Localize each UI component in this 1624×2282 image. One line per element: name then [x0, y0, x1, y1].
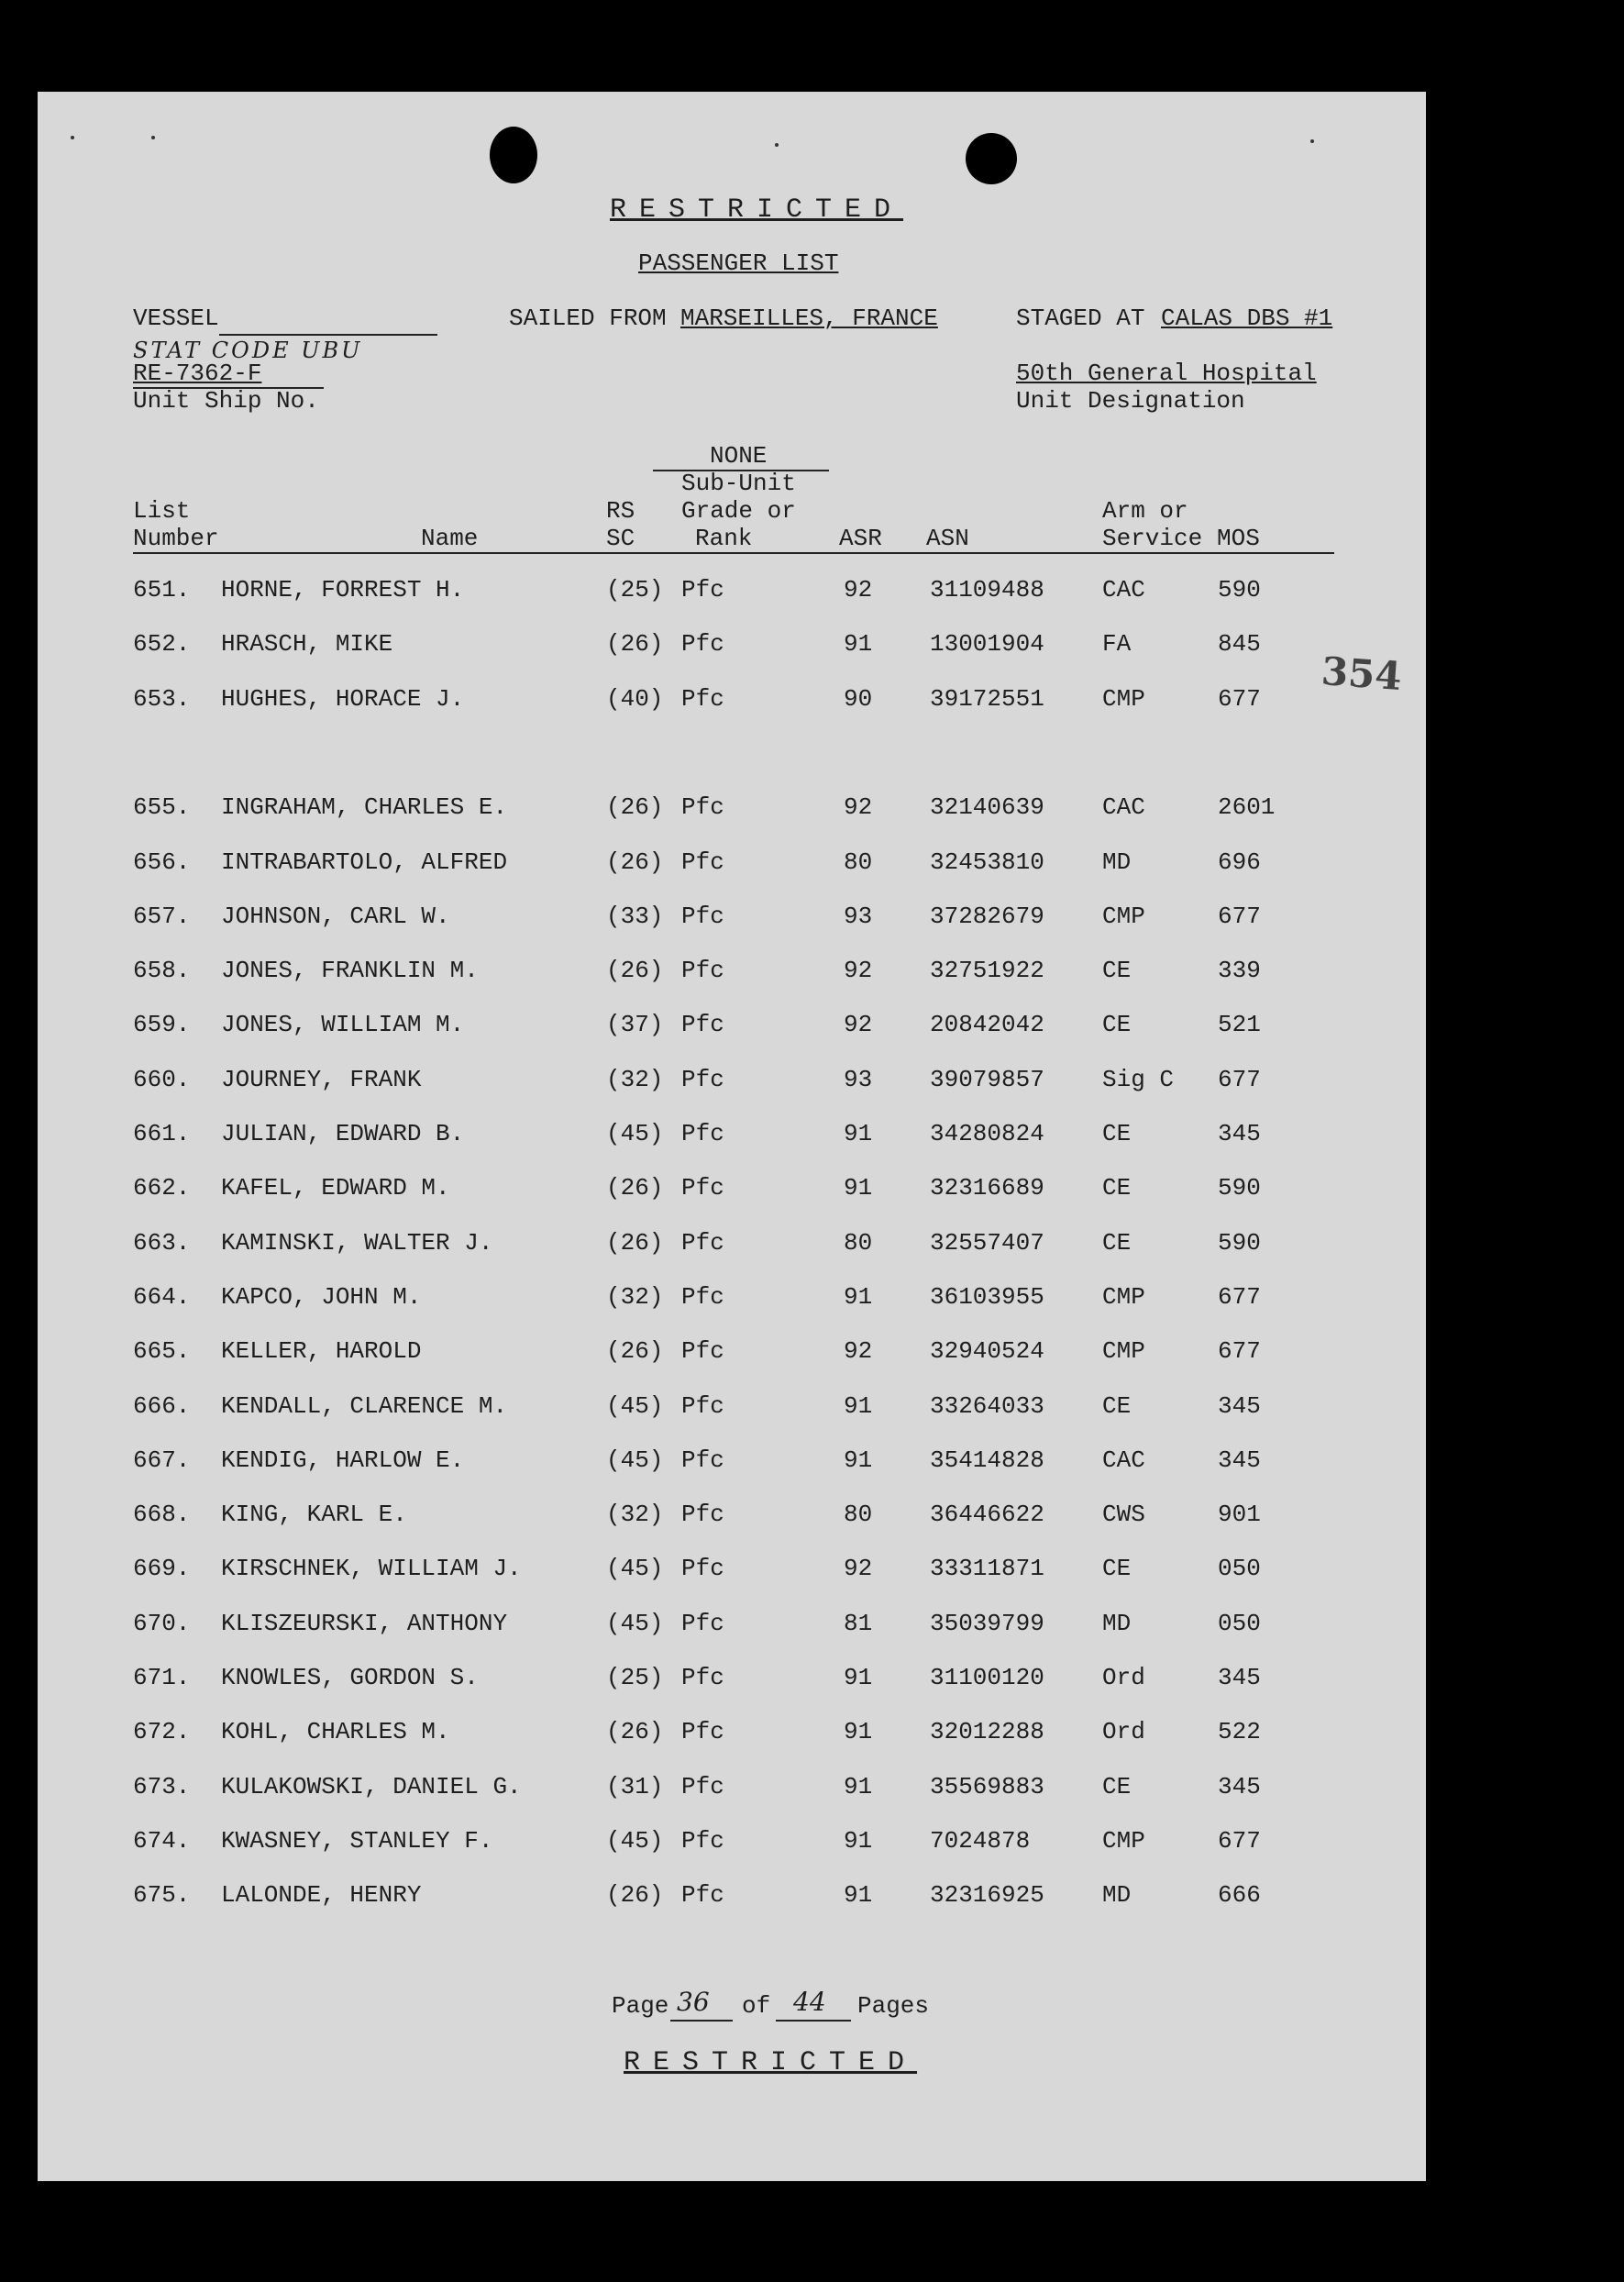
cell-rs-sc: (26)	[606, 630, 664, 659]
cell-mos: 345	[1218, 1446, 1261, 1474]
cell-asr: 91	[844, 1446, 873, 1474]
page-title: PASSENGER LIST	[638, 249, 839, 277]
cell-arm-service: CMP	[1102, 684, 1145, 713]
document-sheet	[38, 92, 1426, 2181]
cell-asr: 93	[844, 902, 873, 930]
cell-asn: 35414828	[930, 1446, 1044, 1474]
cell-list-number: 675.	[133, 1881, 191, 1910]
cell-asr: 91	[844, 1391, 873, 1420]
cell-mos: 666	[1218, 1881, 1261, 1910]
cell-asr: 80	[844, 847, 873, 876]
cell-name: KLISZEURSKI, ANTHONY	[221, 1609, 508, 1637]
col-arm-2: Service	[1102, 525, 1203, 552]
cell-mos: 345	[1218, 1391, 1261, 1420]
cell-arm-service: Ord	[1102, 1718, 1145, 1746]
cell-asn: 33264033	[930, 1391, 1044, 1420]
cell-arm-service: MD	[1102, 1881, 1132, 1910]
cell-list-number: 651.	[133, 576, 191, 604]
cell-name: KELLER, HAROLD	[221, 1337, 422, 1366]
cell-grade: Pfc	[681, 576, 724, 604]
cell-rs-sc: (45)	[606, 1446, 664, 1474]
cell-mos: 696	[1218, 847, 1261, 876]
cell-asn: 32940524	[930, 1337, 1044, 1366]
cell-arm-service: CAC	[1102, 576, 1145, 604]
cell-arm-service: CE	[1102, 1011, 1132, 1039]
cell-asn: 36446622	[930, 1501, 1044, 1529]
cell-list-number: 665.	[133, 1337, 191, 1366]
cell-list-number: 655.	[133, 793, 191, 822]
table-row	[38, 1011, 1426, 1065]
cell-asr: 91	[844, 1282, 873, 1311]
cell-rs-sc: (32)	[606, 1065, 664, 1093]
cell-rs-sc: (33)	[606, 902, 664, 930]
cell-asr: 91	[844, 1881, 873, 1910]
page-total: 44	[793, 1987, 826, 2017]
cell-grade: Pfc	[681, 1881, 724, 1910]
cell-arm-service: CE	[1102, 1174, 1132, 1202]
cell-arm-service: Sig C	[1102, 1065, 1175, 1093]
cell-grade: Pfc	[681, 1446, 724, 1474]
cell-arm-service: CMP	[1102, 1282, 1145, 1311]
punch-hole-right	[966, 133, 1017, 184]
cell-asn: 32751922	[930, 957, 1044, 985]
cell-asr: 92	[844, 1555, 873, 1583]
cell-arm-service: CE	[1102, 957, 1132, 985]
cell-name: HRASCH, MIKE	[221, 630, 393, 659]
cell-list-number: 661.	[133, 1120, 191, 1147]
table-row	[38, 1392, 1426, 1446]
cell-rs-sc: (26)	[606, 1337, 664, 1366]
table-row	[38, 576, 1426, 630]
cell-arm-service: FA	[1102, 630, 1132, 659]
cell-list-number: 673.	[133, 1772, 191, 1800]
cell-mos: 050	[1218, 1609, 1261, 1637]
cell-name: JONES, FRANKLIN M.	[221, 957, 479, 985]
vessel-label: VESSEL	[133, 305, 219, 332]
cell-asn: 39079857	[930, 1065, 1044, 1093]
cell-list-number: 674.	[133, 1826, 191, 1855]
cell-grade: Pfc	[681, 1772, 724, 1800]
cell-name: KAFEL, EDWARD M.	[221, 1174, 450, 1202]
cell-grade: Pfc	[681, 1555, 724, 1583]
cell-asr: 80	[844, 1501, 873, 1529]
col-list-number-2: Number	[133, 525, 219, 552]
cell-rs-sc: (40)	[606, 684, 664, 713]
cell-rs-sc: (25)	[606, 1664, 664, 1691]
cell-asn: 32316925	[930, 1881, 1044, 1910]
cell-asn: 39172551	[930, 684, 1044, 713]
cell-arm-service: CE	[1102, 1772, 1132, 1800]
cell-rs-sc: (32)	[606, 1282, 664, 1311]
cell-list-number: 670.	[133, 1609, 191, 1637]
table-row	[38, 848, 1426, 903]
cell-asn: 7024878	[930, 1826, 1031, 1855]
cell-arm-service: CMP	[1102, 902, 1145, 930]
cell-list-number: 662.	[133, 1174, 191, 1202]
cell-grade: Pfc	[681, 630, 724, 659]
table-row	[38, 1555, 1426, 1609]
col-asn: ASN	[926, 525, 969, 552]
cell-list-number: 657.	[133, 902, 191, 930]
cell-mos: 677	[1218, 1282, 1261, 1311]
cell-grade: Pfc	[681, 1011, 724, 1039]
table-row	[38, 1120, 1426, 1174]
cell-arm-service: CAC	[1102, 793, 1145, 822]
cell-name: KING, KARL E.	[221, 1501, 407, 1529]
cell-mos: 590	[1218, 576, 1261, 604]
cell-asn: 32316689	[930, 1174, 1044, 1202]
cell-name: INGRAHAM, CHARLES E.	[221, 793, 508, 822]
table-row	[38, 1718, 1426, 1772]
table-row	[38, 1501, 1426, 1555]
cell-grade: Pfc	[681, 1826, 724, 1855]
cell-rs-sc: (45)	[606, 1609, 664, 1637]
cell-rs-sc: (25)	[606, 576, 664, 604]
cell-asr: 92	[844, 957, 873, 985]
col-rs-1: RS	[606, 497, 635, 525]
cell-arm-service: CAC	[1102, 1446, 1145, 1474]
cell-rs-sc: (26)	[606, 1228, 664, 1257]
cell-list-number: 663.	[133, 1228, 191, 1257]
cell-name: KNOWLES, GORDON S.	[221, 1664, 479, 1691]
cell-rs-sc: (26)	[606, 1718, 664, 1746]
table-row-illegible	[38, 739, 1426, 793]
cell-asn: 20842042	[930, 1011, 1044, 1039]
cell-rs-sc: (26)	[606, 1881, 664, 1910]
cell-name: KIRSCHNEK, WILLIAM J.	[221, 1555, 522, 1583]
cell-list-number: 671.	[133, 1664, 191, 1691]
page-current: 36	[677, 1987, 710, 2017]
cell-grade: Pfc	[681, 1391, 724, 1420]
cell-name: KAMINSKI, WALTER J.	[221, 1228, 493, 1257]
cell-asn: 36103955	[930, 1282, 1044, 1311]
table-row	[38, 685, 1426, 739]
vessel-blank-line	[219, 334, 437, 336]
cell-rs-sc: (37)	[606, 1011, 664, 1039]
cell-list-number: 667.	[133, 1446, 191, 1474]
cell-asn: 32140639	[930, 793, 1044, 822]
cell-name: KENDIG, HARLOW E.	[221, 1446, 465, 1474]
header-rule	[133, 552, 1334, 554]
cell-grade: Pfc	[681, 1501, 724, 1529]
cell-grade: Pfc	[681, 793, 724, 822]
cell-grade: Pfc	[681, 1065, 724, 1093]
col-grade-2: Rank	[695, 525, 753, 552]
cell-grade: Pfc	[681, 684, 724, 713]
cell-list-number: 658.	[133, 957, 191, 985]
col-name: Name	[421, 525, 479, 552]
col-sub-unit: Sub-Unit	[681, 470, 796, 497]
pages-label: Pages	[857, 1992, 930, 2020]
col-mos: MOS	[1217, 525, 1260, 552]
cell-asr: 92	[844, 576, 873, 604]
cell-name: KWASNEY, STANLEY F.	[221, 1826, 493, 1855]
cell-mos: 050	[1218, 1555, 1261, 1583]
cell-asr: 91	[844, 1718, 873, 1746]
cell-asn: 37282679	[930, 902, 1044, 930]
cell-grade: Pfc	[681, 957, 724, 985]
cell-list-number: 659.	[133, 1011, 191, 1039]
cell-name: JULIAN, EDWARD B.	[221, 1120, 465, 1147]
unit-designation-label: Unit Designation	[1016, 387, 1245, 415]
cell-rs-sc: (45)	[606, 1826, 664, 1855]
cell-mos: 901	[1218, 1501, 1261, 1529]
staged-at-label: STAGED AT	[1016, 305, 1145, 332]
table-row	[38, 903, 1426, 957]
cell-grade: Pfc	[681, 1337, 724, 1366]
table-row	[38, 1827, 1426, 1881]
cell-mos: 845	[1218, 630, 1261, 659]
cell-list-number: 672.	[133, 1718, 191, 1746]
speck	[71, 136, 74, 139]
cell-asn: 32453810	[930, 847, 1044, 876]
classification-bottom: RESTRICTED	[624, 2047, 918, 2078]
cell-grade: Pfc	[681, 1609, 724, 1637]
cell-name: KAPCO, JOHN M.	[221, 1282, 422, 1311]
table-row	[38, 957, 1426, 1011]
cell-arm-service: CWS	[1102, 1501, 1145, 1529]
table-row	[38, 1881, 1426, 1935]
cell-asn: 35039799	[930, 1609, 1044, 1637]
cell-arm-service: MD	[1102, 1609, 1132, 1637]
speck	[1310, 139, 1314, 143]
cell-asr: 91	[844, 1174, 873, 1202]
col-rs-2: SC	[606, 525, 635, 552]
cell-grade: Pfc	[681, 847, 724, 876]
col-list-number-1: List	[133, 497, 191, 525]
cell-name: KOHL, CHARLES M.	[221, 1718, 450, 1746]
col-grade-1: Grade or	[681, 497, 796, 525]
cell-asr: 92	[844, 793, 873, 822]
table-row	[38, 1229, 1426, 1283]
cell-asr: 80	[844, 1228, 873, 1257]
cell-mos: 677	[1218, 1065, 1261, 1093]
sailed-from-label: SAILED FROM	[509, 305, 667, 332]
cell-rs-sc: (31)	[606, 1772, 664, 1800]
cell-list-number: 652.	[133, 630, 191, 659]
table-row	[38, 1446, 1426, 1501]
cell-mos: 345	[1218, 1772, 1261, 1800]
cell-asr: 91	[844, 1120, 873, 1147]
cell-name: LALONDE, HENRY	[221, 1881, 422, 1910]
stamp-number: 354	[1320, 648, 1404, 699]
cell-arm-service: CE	[1102, 1120, 1132, 1147]
cell-mos: 677	[1218, 1337, 1261, 1366]
cell-list-number: 666.	[133, 1391, 191, 1420]
table-row	[38, 1337, 1426, 1391]
cell-list-number: 660.	[133, 1065, 191, 1093]
cell-mos: 345	[1218, 1120, 1261, 1147]
classification-top: RESTRICTED	[610, 194, 904, 226]
cell-asr: 91	[844, 630, 873, 659]
cell-grade: Pfc	[681, 902, 724, 930]
cell-grade: Pfc	[681, 1718, 724, 1746]
cell-arm-service: CE	[1102, 1391, 1132, 1420]
cell-rs-sc: (26)	[606, 957, 664, 985]
cell-rs-sc: (26)	[606, 847, 664, 876]
unit-designation-value: 50th General Hospital	[1016, 360, 1317, 387]
cell-mos: 522	[1218, 1718, 1261, 1746]
staged-at-value: CALAS DBS #1	[1161, 305, 1333, 332]
cell-arm-service: CMP	[1102, 1337, 1145, 1366]
speck	[775, 143, 779, 147]
cell-grade: Pfc	[681, 1664, 724, 1691]
table-row	[38, 630, 1426, 684]
cell-name: KULAKOWSKI, DANIEL G.	[221, 1772, 522, 1800]
cell-arm-service: Ord	[1102, 1664, 1145, 1691]
cell-list-number: 669.	[133, 1555, 191, 1583]
cell-asr: 90	[844, 684, 873, 713]
cell-rs-sc: (45)	[606, 1555, 664, 1583]
cell-grade: Pfc	[681, 1228, 724, 1257]
cell-asr: 92	[844, 1011, 873, 1039]
cell-arm-service: CE	[1102, 1228, 1132, 1257]
cell-mos: 590	[1218, 1228, 1261, 1257]
cell-rs-sc: (45)	[606, 1120, 664, 1147]
cell-mos: 677	[1218, 684, 1261, 713]
cell-list-number: 668.	[133, 1501, 191, 1529]
cell-asn: 33311871	[930, 1555, 1044, 1583]
cell-mos: 677	[1218, 1826, 1261, 1855]
cell-name: JONES, WILLIAM M.	[221, 1011, 465, 1039]
cell-mos: 2601	[1218, 793, 1276, 822]
cell-asn: 13001904	[930, 630, 1044, 659]
cell-mos: 590	[1218, 1174, 1261, 1202]
table-row	[38, 793, 1426, 847]
cell-mos: 521	[1218, 1011, 1261, 1039]
cell-asn: 35569883	[930, 1772, 1044, 1800]
cell-name: JOHNSON, CARL W.	[221, 902, 450, 930]
cell-rs-sc: (26)	[606, 793, 664, 822]
table-row	[38, 1283, 1426, 1337]
table-row	[38, 1610, 1426, 1664]
cell-asr: 93	[844, 1065, 873, 1093]
cell-arm-service: CE	[1102, 1555, 1132, 1583]
cell-name: KENDALL, CLARENCE M.	[221, 1391, 508, 1420]
cell-asr: 91	[844, 1664, 873, 1691]
cell-list-number: 664.	[133, 1282, 191, 1311]
cell-asn: 31109488	[930, 576, 1044, 604]
speck	[151, 136, 155, 139]
cell-arm-service: CMP	[1102, 1826, 1145, 1855]
cell-list-number: 656.	[133, 847, 191, 876]
sailed-from-value: MARSEILLES, FRANCE	[680, 305, 938, 332]
cell-name: JOURNEY, FRANK	[221, 1065, 422, 1093]
cell-asr: 91	[844, 1772, 873, 1800]
col-asr: ASR	[839, 525, 882, 552]
page-label: Page	[612, 1992, 669, 2020]
cell-name: INTRABARTOLO, ALFRED	[221, 847, 508, 876]
cell-grade: Pfc	[681, 1174, 724, 1202]
cell-asn: 34280824	[930, 1120, 1044, 1147]
cell-asn: 31100120	[930, 1664, 1044, 1691]
cell-asr: 81	[844, 1609, 873, 1637]
cell-list-number: 653.	[133, 684, 191, 713]
unit-ship-no-label: Unit Ship No.	[133, 387, 319, 415]
cell-grade: Pfc	[681, 1120, 724, 1147]
cell-grade: Pfc	[681, 1282, 724, 1311]
cell-mos: 339	[1218, 957, 1261, 985]
table-row	[38, 1773, 1426, 1827]
handwritten-stat-code: STAT CODE UBU	[133, 338, 363, 363]
cell-name: HUGHES, HORACE J.	[221, 684, 465, 713]
cell-asn: 32557407	[930, 1228, 1044, 1257]
cell-mos: 677	[1218, 902, 1261, 930]
cell-asr: 92	[844, 1337, 873, 1366]
cell-rs-sc: (26)	[606, 1174, 664, 1202]
cell-rs-sc: (32)	[606, 1501, 664, 1529]
sub-unit-value: NONE	[710, 442, 768, 470]
cell-asn: 32012288	[930, 1718, 1044, 1746]
cell-arm-service: MD	[1102, 847, 1132, 876]
col-arm-1: Arm or	[1102, 497, 1188, 525]
punch-hole-left	[490, 127, 537, 183]
cell-mos: 345	[1218, 1664, 1261, 1691]
unit-ship-no-value: RE-7362-F	[133, 360, 262, 387]
cell-rs-sc: (45)	[606, 1391, 664, 1420]
cell-name: HORNE, FORREST H.	[221, 576, 465, 604]
page-total-line	[776, 2020, 851, 2022]
page-current-line	[670, 2020, 733, 2022]
table-row	[38, 1174, 1426, 1228]
table-row	[38, 1066, 1426, 1120]
cell-asr: 91	[844, 1826, 873, 1855]
of-label: of	[742, 1992, 771, 2020]
table-row	[38, 1664, 1426, 1718]
